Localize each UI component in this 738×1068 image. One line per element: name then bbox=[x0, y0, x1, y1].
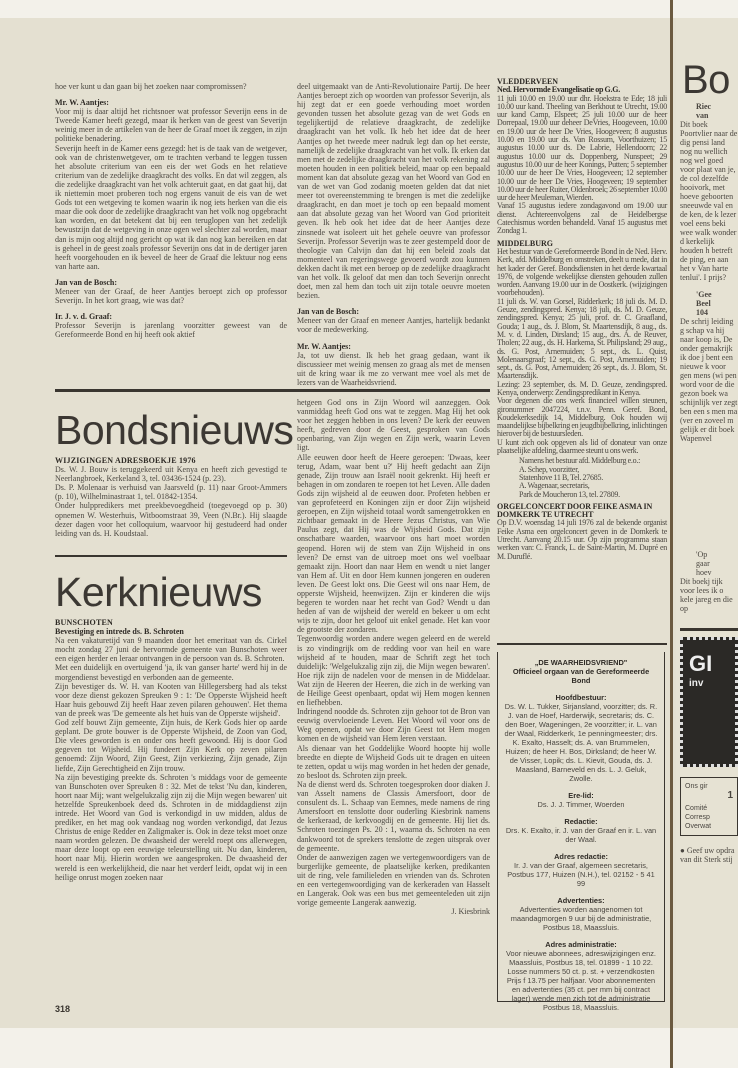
subhead-line: hoev bbox=[696, 568, 712, 577]
bondsnieuws-subhead: WIJZIGINGEN ADRESBOEKJE 1976 bbox=[55, 456, 196, 465]
masthead-heading: Hoofdbestuur: bbox=[555, 693, 607, 702]
article-paragraph: Met een duidelijk en overtuigend 'ja, ik van ganser harte' werd hij in de morgendienst bevestigd en verbonden aan de gemeente. bbox=[55, 663, 287, 682]
masthead-text: Voor nieuwe abonnees, adreswijzigingen enz. Maassluis, Postbus 18, tel. 01899 - 1 10 22. Losse nummers 50 ct. p. st. + verzendkosten Prijs f 13.75 per halfjaar. Voor abonnementen en advertenties (35 ct. per mm bij contract lager) wende men zich tot de administratie Postbus 18, Maassluis. bbox=[506, 949, 656, 1012]
masthead-box bbox=[497, 652, 665, 1012]
subhead-line: gaar bbox=[696, 559, 710, 568]
speaker-name: Mr. W. Aantjes: bbox=[297, 341, 351, 351]
kerknieuws-section bbox=[55, 564, 287, 997]
section-divider bbox=[55, 389, 490, 392]
kerknieuws-subhead: Bevestiging en intrede ds. B. Schroten bbox=[55, 627, 184, 637]
article-paragraph: Als dienaar van het Goddelijke Woord hoopte hij wolle breedte en diepte de Wijsheid Gods uit te dragen en uiteen te zetten, opdat u wijs mag worden in het heden der genade, zo besloot ds. Schroten zijn preek. bbox=[297, 743, 490, 780]
article-paragraph: God zelf bouwt Zijn gemeente, Zijn huis, de Kerk Gods hier op aarde geplant. De grote bouwer is de Opperste Wijsheid, de Zoon van God, Die vlees geworden is en onder ons heeft gewoond. Hij is door God gegeven tot Wijsheid. Hij fundeert Zijn Kerk op zeven pilaren genoemd: Zijn Woord, Zijn Geest, Zijn verkiezing, Zijn genade, Zijn liefde, Zijn Gerechtigheid en Zijn trouw. bbox=[55, 718, 287, 773]
masthead-text: Ir. J. van der Graaf, algemeen secretaris, Postbus 177, Huizen (N.H.), tel. 02152 - 5 41 99 bbox=[507, 861, 655, 888]
adjacent-subhead bbox=[696, 550, 738, 577]
article-paragraph: Ja, tot uw dienst. Ik heb het graag gedaan, want ik discussieer met weinig mensen zo graag als met de mensen uit de kring waar ik me zo verwant mee voel als met de lezers van de Waarheidsvriend. bbox=[297, 350, 490, 387]
bondsnieuws-item: Ds. W. J. Bouw is teruggekeerd uit Kenya en heeft zich gevestigd te Neerlangbroek, Kerkeland 3, tel. 03436-1524 (p. 23). bbox=[55, 465, 287, 484]
subhead-line: Beel bbox=[696, 299, 711, 308]
signoff-line: Statenhove 11 B, Tel. 27685. bbox=[519, 472, 603, 482]
adjacent-text: ● Geef uw opdra van dit Sterk stij bbox=[680, 846, 735, 864]
section-divider bbox=[680, 628, 738, 631]
article-paragraph: Vanaf 15 augustus iedere zondagavond om 19.00 uur dienst. Achtereenvolgens zal de Heidelbergse Catechismus worden behandeld. Vanaf 15 augustus met Zondag 1. bbox=[497, 201, 667, 236]
article-paragraph: Na een vakaturetijd van 9 maanden door het emeritaat van ds. Cirkel mocht zondag 27 juni de hervormde gemeente van Bunschoten weer een eigen herder en leraar ontvangen in de persoon van ds. B. Schroten. bbox=[55, 636, 287, 664]
article-paragraph: hetgeen God ons in Zijn Woord wil aanzeggen. Ook vanmiddag heeft God ons wat te zeggen. Mag Hij het ook voor het zeggen hebben in ons leven? De kerk der eeuwen heeft, gedreven door de Geest, gesproken van Gods openbaring, van Zijn wegen en Zijn werk, waarin Leven ligt. bbox=[297, 398, 490, 453]
subhead-line: Riec bbox=[696, 102, 712, 111]
ad-line: Ons gir bbox=[685, 783, 708, 790]
middelburg-signoff bbox=[497, 457, 667, 498]
adjacent-text: Dit boek Poortvlier naar de dig pensi land nog nu wellich nog wel goed voor plaat van je, de col dezelfde hooivork, met hoeve geboorten sneeuwde val en de ken, de k lezer voel eens beki wee walk wonder d kerkelijk houden h betreft de ping, en aan het v Van harte tenlui'. I prijs? bbox=[680, 120, 738, 282]
page-gutter bbox=[670, 0, 673, 1068]
page-number: 318 bbox=[55, 1004, 71, 1014]
masthead-text: Drs. K. Exalto, ir. J. van der Graaf en ir. L. van der Waal. bbox=[505, 826, 657, 844]
subhead-line: 104 bbox=[696, 308, 708, 317]
middelburg-heading: MIDDELBURG bbox=[497, 238, 554, 248]
kerknieuws-continued bbox=[297, 398, 490, 978]
adjacent-heading: Bo bbox=[682, 58, 730, 102]
subhead-line: 'Op bbox=[696, 550, 708, 559]
orgelconcert-text: Op D.V. woensdag 14 juli 1976 zal de bekende organist Feike Asma een orgelconcert geven in de Domkerk te Utrecht. Aanvang 20.15 uur. Op zijn programma staan werken van: C. Franck, L. de Saint-Martin, M. Dupré en M. Duruflé. bbox=[497, 518, 667, 561]
adjacent-text: Dit boekj tijk voor lees ik o kele jareg en die op bbox=[680, 577, 733, 613]
article-paragraph: Indringend noodde ds. Schroten zijn gehoor tot de Bron van eeuwig overvloeiende Leven. Het Woord wil voor ons de Weg openen, opdat we door Zijn Geest tot Hem mogen komen en de wijsheid van Hem leren verstaan. bbox=[297, 707, 490, 744]
speaker-name: Mr. W. Aantjes: bbox=[55, 98, 109, 108]
ad-line: 1 bbox=[727, 790, 733, 801]
article-paragraph: Meneer van der Graaf, de heer Aantjes beroept zich op professor Severijn. In het kort graag, wie was dat? bbox=[55, 286, 287, 306]
article-paragraph: Professor Severijn is jarenlang voorzitter geweest van de Gereformeerde Bond en hij heeft ook aktief bbox=[55, 321, 287, 340]
signoff-line: Park de Moucheron 13, tel. 27809. bbox=[519, 489, 620, 499]
article-paragraph: Voor mij is daar altijd het richtsnoer wat professor Severijn eens in de Tweede Kamer heeft gezegd, maar ik herken van de geest van Severijn weinig meer in de artikelen van de heer de Graaf moet ik zeggen, in zijn politieke benadering. bbox=[55, 107, 287, 144]
author-signature: J. Kiesbrink bbox=[451, 907, 490, 917]
article-paragraph: 11 juli 10.00 en 19.00 uur dhr. Hoekstra te Ede; 18 juli 10.00 uur kand. Theeling van Berkhout te Utrecht, 19.00 uur kand Camp, Elspeet; 25 juli 10.00 uur de heer Dorrepaal, 19.00 uur deheer DeVries, Hoogeveen, 10.00 en 19.00 uur de heer De Vries, Hoogeveen; 8 augustus 10.00 en 19.00 uur ds. Van Rossum, Voorthuizen; 15 augustus 10.00 uur ds. De Labrie, Hellendoorn; 22 augustus 10.00 uur ds. Doppenberg, Nunspeet; 29 augustus 10.00 uur de heer Konings, Putten; 5 september 10.00 uur de heer De Vries, Hoogeveen; 12 september 10.00 uur de heer De Vries, Hoogeveen; 19 september 10.00 uur de heer Ruiter, Oldenbroek; 26 september 10.00 uur de heer Meuleman, Wierden. bbox=[497, 93, 667, 203]
subhead-line: 'Gee bbox=[696, 290, 712, 299]
orgelconcert-heading: ORGELCONCERT DOOR FEIKE ASMA IN DOMKERK TE UTRECHT bbox=[497, 501, 653, 520]
article-paragraph: Na de dienst werd ds. Schroten toegesproken door diaken J. van Asselt namens de Classis Amersfoort, door de consulent ds. L. Schaap van Eemnes, mede namens de ring Amersfoort en tenslotte door ouderling Kiesbrink namens de kerkeraad, de kerkvoogdij en de gemeente. Hij liet ds. Schroten toezingen Ps. 20 : 1, waarna ds. Schroten na een dankwoord tot de sprekers tenslotte de zegen uitsprak over de gemeente. bbox=[297, 779, 490, 853]
kerknieuws-place: BUNSCHOTEN bbox=[55, 618, 114, 627]
article-paragraph: Onder de aanwezigen zagen we vertegenwoordigers van de burgerlijke gemeente, de plaatselijke kerken, predikanten uit de ring, vele familieleden en vrienden van ds. Schroten en een vertegenwoordiging van de kerkeraden van Hasselt en Langerak. Ook was een bus met gemeenteleden uit zijn vorige gemeente Langerak aanwezig. bbox=[297, 852, 490, 908]
masthead-heading: Redactie: bbox=[564, 817, 598, 826]
article-paragraph: Alle eeuwen door heeft de Heere geroepen: 'Dwaas, keer terug, Adam, waar bent u?' Hij heeft gedacht aan Zijn genade, Zijn trouw aan Israël nooit gekrenkt. Hij heeft er behagen in om zondaren te roepen tot het Leven. Alle daden Gods zijn wijsheid al de eeuwen door. Profeten hebben er van geprofeteerd en Koningen zijn er door Zijn wijsheid geroepen, en Zijn wijsheid totaal wordt samengetrokken en zichtbaar gemaakt in de Heere Jezus Christus, van Wie Paulus zegt, dat Hij was de Wijsheid Gods. Dat zijn onschatbare waarden, waarvoor ons hart moet worden geopend. Horen wij de stem van Zijn Wijsheid in ons leven? De ernst van de uitroep moet ons wel voelbaar gemaakt zijn. Hoort dan naar Hem en wendt u niet langer van Hem af. Uit en door Hem kunnen jongeren en ouderen leven. De Geest lokt ons. Die Geest wil ons naar Hem, de opperste Wijsheid, heenwijzen. Zijn er kinderen die wijs begeren te worden naar het recht van God? Wendt u dan heden af van de wijsheid der wereld en bekeer u om echt wijs te zijn, door het geloof uit enkel genade. Het kan voor de grootste der zondaren. bbox=[297, 452, 490, 635]
vlederveen-heading: VLEDDERVEEN bbox=[497, 77, 559, 86]
signoff-line: Namens het bestuur afd. Middelburg e.o.: bbox=[519, 456, 641, 466]
speaker-name: Jan van de Bosch: bbox=[55, 277, 118, 287]
section-divider bbox=[497, 643, 667, 645]
speaker-name: Ir. J. v. d. Graaf: bbox=[55, 312, 113, 322]
masthead-heading: Advertenties: bbox=[557, 896, 605, 905]
article-paragraph: Voor degenen die ons werk financieel willen steunen, gironummer 2047224, t.n.v. Penn. Geref. Bond, Koudekerksedijk 14, Middelburg. Ook houden wij maandelijkse bijbelkring en jeugdbijbelkring, inlichtingen hierover bij de bestuursleden. bbox=[497, 396, 667, 439]
bondsnieuws-section bbox=[55, 400, 294, 550]
article-paragraph: hoe ver kunt u dan gaan bij het zoeken naar compromissen? bbox=[55, 82, 247, 91]
masthead-subtitle: Officieel orgaan van de Gereformeerde Bond bbox=[512, 667, 650, 685]
interview-column-2 bbox=[297, 82, 490, 385]
ad-text: inv bbox=[689, 678, 704, 689]
subhead-line: van bbox=[696, 111, 709, 120]
kerknieuws-title: Kerknieuws bbox=[55, 569, 262, 615]
masthead-heading: Ere-lid: bbox=[568, 791, 594, 800]
bondsnieuws-title: Bondsnieuws bbox=[55, 407, 294, 453]
church-announcements-column bbox=[497, 78, 667, 640]
masthead-text: Ds. J. J. Timmer, Woerden bbox=[537, 800, 625, 809]
article-paragraph: Na zijn bevestiging preekte ds. Schroten 's middags voor de gemeente van Bunschoten over Spreuken 8 : 32. Met de tekst 'Nu dan, kinderen, hoort naar Mij; want welgelukzalig zijn zij die Mijn wegen bewaren' uit hetzelfde Spreukenboek deed ds. Schroten in de middagdienst zijn intrede. Het Woord van God is verkondigd in uw midden, aldus de prediker, en het mag ook vandaag nog worden verkondigd, dat Jezus Christus de enige Redder en Zaligmaker is. Ook in deze tekst moet onze naam worden gelezen. De dwaasheid der wereld roept ons allerwegen, maar deze loopt op een eeuwige teleurstelling uit. Nu dan, kinderen, hoort naar Mij. Hierin worden we aangesproken. De dwaasheid der wereld is een werkelijkheid, die naar het verderf leidt, opdat wij in een heilige onrust mogen zoeken naar bbox=[55, 772, 287, 882]
article-paragraph: Severijn heeft in de Kamer eens gezegd: het is de taak van de wetgever, ook van de christenwetgever, om te trachten verband te leggen tussen het absolute criterium van een eis der wet Gods en het relatieve criterium van de zedelijke draagkracht des volks. En dat wil zeggen, als die zedelijke draagkracht van het volk achteruit gaat, en dat gaat hij, dat ik niettemin moet proberen toch nog ergens vanuit de eis van de wet Gods tot een wetgeving te komen waarin ik nog iets herken van die eis maar die ook door de zedelijke draagkracht van het volk nog opgebracht kan worden, en dat betekent dat bij een teruglopen van het zedelijk bewustzijn dat de wetgeving in onze ogen wel slechter zal worden, maar dan is mijn oog altijd nog gericht op wat ik dan nog kan bereiken en dat is geheel in de geest zoals professor Severijn ons dat in de dertiger jaren heeft voorgehouden en ik beveel de heer de Graaf die lektuur nog eens van harte aan. bbox=[55, 143, 287, 271]
interview-column-1 bbox=[55, 82, 287, 385]
masthead-text: Advertenties worden aangenomen tot maandagmorgen 9 uur bij de administratie, Postbus 18, Maassluis. bbox=[510, 905, 652, 932]
masthead-title: „DE WAARHEIDSVRIEND" bbox=[534, 658, 628, 667]
adjacent-subhead bbox=[696, 102, 738, 120]
article-paragraph: Zijn bevestiger ds. W. H. van Kooten van Hillegersberg had als tekst voor deze dienst gekozen Spreuken 9 : 1: 'De Opperste Wijsheid heeft Haar huis gebouwd Zij heeft Haar zeven pilaren gehouwen'. Het thema van de preek was 'De gemeente als het huis van de Opperste wijsheid'. bbox=[55, 681, 287, 718]
masthead-heading: Adres redactie: bbox=[554, 852, 608, 861]
article-paragraph: Lezing: 23 september, ds. M. D. Geuze, zendingspred. Kenya, onderwerp: Zendingspredikant in Kenya. bbox=[497, 379, 667, 397]
article-paragraph: U kunt zich ook opgeven als lid of donateur van onze plaatselijke afdeling, daarmee steunt u ons werk. bbox=[497, 437, 667, 456]
speaker-name: Jan van de Bosch: bbox=[297, 307, 360, 317]
masthead-heading: Adres administratie: bbox=[545, 940, 617, 949]
adjacent-subhead bbox=[696, 290, 738, 317]
article-paragraph: deel uitgemaakt van de Anti-Revolutionaire Partij. De heer Aantjes beroept zich op woorden van professor Severijn, als hij zegt dat er een goede verhouding moet worden gevonden tussen het absolute gezag van de wet Gods en tegelijkertijd de relatieve draagkracht, de zedelijke draagkracht van het volk. Ik heb het idee dat de heer Aantjes op het tweede meer nadruk legt dan op het eerste, namelijk de zedelijke draagkracht van het volk. Ik erken dat men met de zedelijke draagkracht van het volk rekening zal moeten houden in een politiek beleid, maar op een bepaald moment kan dat absolute gezag van het Woord van God en van de wet van God zodanig moeten gelden dat dat niet meer tot overeenstemming te brengen is met die zedelijke draagkracht, en dan moet je toch op een bepaald moment aan dat absolute gezag van het Woord van God prioriteit geven. Ik heb ook het idee dat de heer Aantjes deze zinsnede wat isoleert uit het gehele oeuvre van professor Severijn. Professor Severijn was te zeer gestempeld door de theologie van Calvijn dan dat hij een beleid zoals dat momenteel van regeringswege gevoerd wordt zou kunnen dekken dacht ik met een beroep op de zedelijke draagkracht van het volk. Ik geloof dat men dan toch Severijn onrecht doet, men zal hem dan toch uit zijn totale oeuvre moeten bezien. bbox=[297, 82, 490, 301]
ad-line: Comité bbox=[685, 805, 708, 812]
adjacent-page-strip bbox=[676, 18, 738, 1028]
signoff-line: A. Wagenaar, secretaris, bbox=[519, 481, 590, 491]
article-paragraph: Het bestuur van de Gereformeerde Bond in de Ned. Herv. Kerk, afd. Middelburg en omstreken, deelt u mede, dat in het kader der Geref. Bondsdiensten in het derde kwartaal 1976, de volgende wekelijkse diensten gehouden zullen worden. Aanvang 19.00 uur in de Oostkerk. (wijzigingen voorbehouden). bbox=[497, 246, 667, 298]
signoff-line: A. Schep, voorzitter, bbox=[519, 464, 580, 474]
article-paragraph: Meneer van der Graaf en meneer Aantjes, hartelijk bedankt voor de medewerking. bbox=[297, 316, 490, 335]
adjacent-text: De schrij leiding g schap va hij naar koop is, De onder gemakrijk ik doe j bent een nieuwe k voor gen mens (wi pen word voor de die gezon boek wa schijnlijk ver zegt ben een s men ma (ver en zoveel m gelijk er dit boek Wapenvel bbox=[680, 317, 738, 443]
ad-line: Corresp bbox=[685, 814, 710, 821]
article-paragraph: Tegenwoordig worden andere wegen geleerd en de wereld is zo vindingrijk om de redding voor van heil en ware wijsheid af te houden, maar de Schrift zegt het toch duidelijk: 'Welgelukzalig zijn zij, die Mijn wegen bewaren'. Hoe rijk zijn de nadelen voor de mensen in de Middelaar. Wat zijn de Heeren der Heeren, die zich in de werking van de Heilige Geest openbaart, opdat wij Hem mogen kennen en liefhebben. bbox=[297, 634, 490, 708]
vlederveen-subhead: Ned. Hervormde Evangelisatie op G.G. bbox=[497, 85, 620, 95]
ad-line: Overwat bbox=[685, 823, 712, 830]
section-divider bbox=[55, 555, 287, 557]
advertisement bbox=[680, 637, 738, 767]
masthead-text: Ds. W. L. Tukker, Sirjansland, voorzitter; ds. R. J. van de Hoef, Harderwijk, secretaris; ds. C. den Boer, Wageningen, 2e voorzitter; ir. L. van der Waal, Ridderkerk, 1e penningmeester; drs. K. Exalto, Hasselt; ds. A. van Brummelen, Huizen; de heer H. Bos, Dirksland; de heer W. de Visser, Lopik; ds. L. Kievit, Gouda, ds. J. Maasland, Barneveld en ds. L. J. Geluk, Zwolle. bbox=[504, 702, 658, 783]
article-paragraph: 11 juli ds. W. van Gorsel, Ridderkerk; 18 juli ds. M. D. Geuze, zendingspred. Kenya; 18 juli, ds. M. D. Geuze, zendingspred. Kenya; 25 juli, prof. dr. C. Graafland, Gouda; 1 aug., ds. J. Blom, St. Maartensdijk, 8 aug., ds. M. v. d. Linden, Dirsland; 15 aug., drs. A. de Reuver, Tholen; 22 aug., ds. H. Harkema, St. Philipsland; 29 aug., ds. G. Post, Arnemuiden; 5 sept., ds. L. Quist, Molenaarsgraaf; 12 sept., ds. G. Post, Arnemuiden; 19 sept., ds. G. Post, Arnemuiden; 26 sept., ds. J. Blom, St. Maartensdijk. bbox=[497, 296, 667, 381]
ad-text: GI bbox=[689, 651, 713, 676]
bondsnieuws-item: Ds. P. Molenaar is verhuisd van Jaarsveld (p. 11) naar Groot-Ammers (p. 10), Wilhelminastraat 1, tel. 01842-1354. bbox=[55, 483, 287, 502]
bondsnieuws-item: Onder hulppredikers met preekbevoegdheid (toegevoegd op p. 30) opnemen W. Westerhuis, Witboomstraat 39, Veen (N.Br.). Hij slaagde dezer dagen voor het colloquium, waarvoor hij gestudeerd had onder leiding van ds. H. Koudstaal. bbox=[55, 501, 287, 538]
ad-info-box bbox=[680, 777, 738, 836]
